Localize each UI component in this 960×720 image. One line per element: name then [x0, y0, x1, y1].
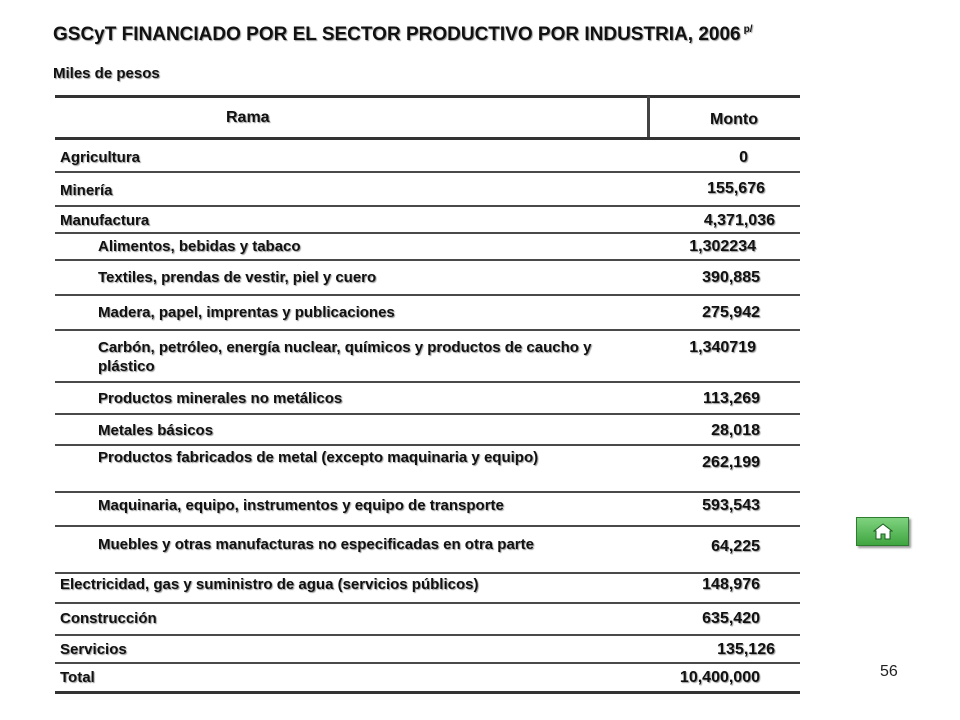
row-divider [55, 634, 800, 636]
row-value: 262,199 [702, 454, 760, 471]
row-label: Construcción [60, 610, 157, 627]
row-label: Total [60, 669, 95, 686]
row-divider [55, 662, 800, 664]
page-title [53, 24, 753, 46]
row-label: Productos fabricados de metal (excepto maquinaria y equipo) [98, 449, 539, 466]
row-divider [55, 381, 800, 383]
row-value: 64,225 [711, 538, 760, 555]
header-divider [647, 96, 650, 137]
row-value: 10,400,000 [679, 669, 760, 686]
row-divider [55, 205, 800, 207]
row-label: Manufactura [60, 212, 150, 229]
row-value: 635,420 [702, 610, 760, 627]
row-value: 28,018 [711, 422, 760, 439]
row-label: Minería [60, 182, 113, 199]
row-divider [55, 294, 800, 296]
row-divider [55, 525, 800, 527]
row-value: 275,942 [702, 304, 760, 321]
row-divider [55, 572, 800, 574]
home-icon [873, 523, 893, 540]
subtitle: Miles de pesos [53, 65, 160, 82]
row-value: 113,269 [703, 390, 760, 407]
row-value: 155,676 [707, 180, 765, 197]
row-label: Madera, papel, imprentas y publicaciones [98, 304, 395, 321]
row-value: 135,126 [717, 641, 775, 658]
row-divider [55, 491, 800, 493]
home-button[interactable] [856, 517, 909, 546]
row-divider [55, 232, 800, 234]
row-label: Electricidad, gas y suministro de agua (servicios públicos) [60, 576, 479, 593]
table-top-rule [55, 95, 800, 98]
row-value: 1,340719 [689, 339, 756, 356]
row-label: Alimentos, bebidas y tabaco [98, 238, 301, 255]
row-divider [55, 171, 800, 173]
row-value: 4,371,036 [703, 212, 775, 229]
row-label: Textiles, prendas de vestir, piel y cuero [98, 269, 377, 286]
row-label: Maquinaria, equipo, instrumentos y equipo de transporte [98, 497, 504, 514]
row-value: 593,543 [702, 497, 760, 514]
row-label: Muebles y otras manufacturas no especificadas en otra parte [98, 536, 534, 553]
row-value: 148,976 [702, 576, 760, 593]
page-number: 56 [880, 663, 898, 680]
row-label: Agricultura [60, 149, 141, 166]
row-divider [55, 602, 800, 604]
title-superscript: p/ [743, 24, 753, 35]
row-value: 0 [739, 149, 748, 166]
row-label: Productos minerales no metálicos [98, 390, 343, 407]
row-divider [55, 413, 800, 415]
row-label: Metales básicos [98, 422, 214, 439]
row-divider [55, 444, 800, 446]
row-divider [55, 259, 800, 261]
row-value: 1,302234 [689, 238, 756, 255]
header-bottom-rule [55, 137, 800, 140]
header-rama: Rama [226, 109, 270, 126]
header-monto: Monto [710, 111, 758, 128]
row-divider [55, 329, 800, 331]
title-text: GSCyT FINANCIADO POR EL SECTOR PRODUCTIVO POR INDUSTRIA, 2006 [53, 24, 741, 45]
row-label: Carbón, petróleo, energía nuclear, químicos y productos de caucho y plástico [98, 339, 592, 375]
row-label: Servicios [60, 641, 127, 658]
table-bottom-rule [55, 691, 800, 694]
row-value: 390,885 [702, 269, 760, 286]
